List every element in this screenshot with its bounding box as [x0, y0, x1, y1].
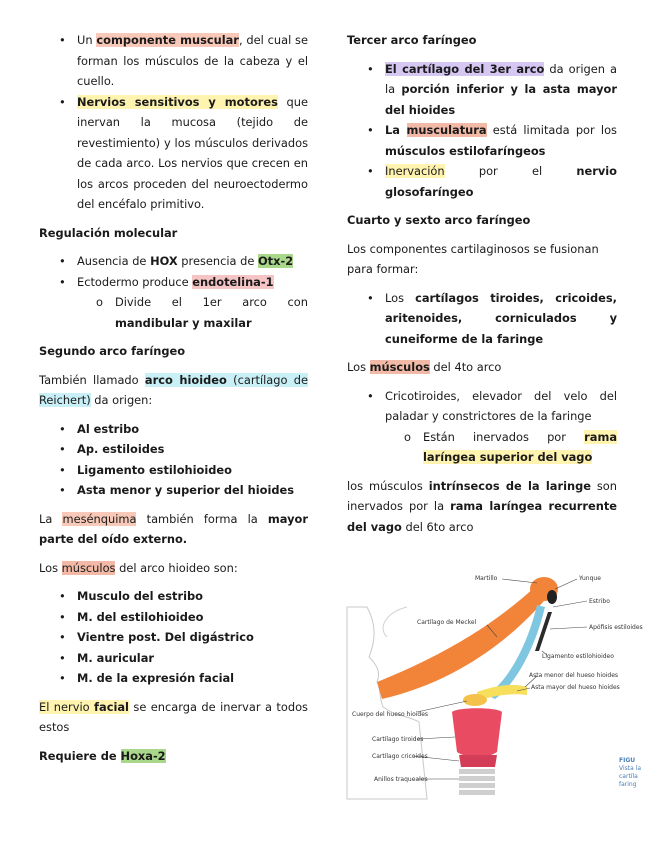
paragraph: los músculos intrínsecos de la laringe son inervados por la rama laríngea recurrente del vago del 6to arco	[347, 478, 617, 534]
list-item: • Vientre post. Del digástrico	[39, 627, 308, 648]
list-item: o Divide el 1er arco con mandibular y maxilar	[39, 292, 308, 333]
figure-caption-line: faring	[619, 781, 637, 788]
label-cuerpo-hioides: Cuerpo del hueso hioides	[352, 711, 429, 718]
second-arch-list	[39, 419, 308, 501]
paragraph: También llamado arco hioideo (cartílago de Reichert) da origen:	[39, 372, 308, 407]
regulation-list	[39, 251, 308, 292]
list-item: o Están inervados por rama laríngea superior del vago	[347, 427, 617, 468]
list-item: • M. del estilohioideo	[39, 607, 308, 628]
label-martillo: Martillo	[475, 575, 498, 582]
trachea-ring	[459, 790, 495, 795]
trachea-ring	[459, 783, 495, 788]
list-item: • Inervación por el nervio glosofaríngeo	[347, 161, 617, 202]
intro-bullets	[39, 30, 308, 215]
trachea-ring	[459, 769, 495, 774]
muscles-list	[39, 586, 308, 689]
label-estribo: Estribo	[589, 598, 610, 605]
hyoid-body	[463, 694, 487, 706]
list-item: • Musculo del estribo	[39, 586, 308, 607]
list-item: • Los cartílagos tiroides, cricoides, aritenoides, corniculados y cuneiforme de la faringe	[347, 288, 617, 350]
left-column	[39, 30, 308, 766]
third-arch-list	[347, 59, 617, 203]
label-apofisis-estiloides: Apófisis estiloides	[589, 624, 643, 631]
label-cartilago-cricoides: Cartílago cricoides	[372, 753, 428, 760]
list-item: • La musculatura está limitada por los músculos estilofaríngeos	[347, 120, 617, 161]
section-heading: Regulación molecular	[39, 225, 178, 240]
list-item: • Al estribo	[39, 419, 308, 440]
ear-outline	[383, 607, 407, 637]
paragraph: El nervio facial se encarga de inervar a todos estos	[39, 699, 308, 734]
pharyngeal-arch-figure	[347, 567, 643, 799]
figure-caption-line: Vista la	[619, 765, 642, 772]
list-item: • Ectodermo produce endotelina-1	[39, 272, 308, 293]
cricoid-cartilage	[459, 755, 497, 767]
label-cartilago-meckel: Cartílago de Meckel	[417, 619, 477, 626]
fourth-arch-sublist	[347, 427, 617, 468]
anatomy-illustration	[347, 567, 643, 799]
label-asta-mayor: Asta mayor del hueso hioides	[531, 684, 620, 691]
section-heading: Segundo arco faríngeo	[39, 344, 186, 358]
list-item: • Asta menor y superior del hioides	[39, 480, 308, 501]
label-yunque: Yunque	[579, 575, 601, 582]
right-column	[347, 30, 617, 537]
section-heading: Tercer arco faríngeo	[347, 33, 477, 47]
paragraph: Los componentes cartilaginosos se fusionan para formar:	[347, 241, 599, 276]
section-heading: Cuarto y sexto arco faríngeo	[347, 213, 531, 227]
thyroid-cartilage	[452, 708, 502, 757]
incus-shape	[547, 590, 557, 604]
list-item: • M. auricular	[39, 648, 308, 669]
list-item: • Nervios sensitivos y motores que inervan la mucosa (tejido de revestimiento) y los músculos derivados de cada arco. Los nervios que crecen en los arcos proceden del neuroectodermo del encéfalo primitivo.	[39, 92, 308, 215]
label-cartilago-tiroides: Cartílago tiroides	[372, 736, 424, 743]
paragraph: Requiere de Hoxa-2	[39, 748, 166, 763]
list-item: • Ap. estiloides	[39, 439, 308, 460]
list-item: • El cartílago del 3er arco da origen a la porción inferior y la asta mayor del hioides	[347, 59, 617, 121]
regulation-sublist	[39, 292, 308, 333]
list-item: • M. de la expresión facial	[39, 668, 308, 689]
paragraph: Los músculos del 4to arco	[347, 360, 502, 374]
cartilage-list	[347, 288, 617, 350]
figure-caption-line: cartíla	[619, 773, 638, 780]
label-asta-menor: Asta menor del hueso hioides	[529, 672, 619, 679]
label-ligamento-estilohioideo: Ligamento estilohioideo	[542, 653, 614, 660]
figure-caption-line: FIGU	[619, 757, 636, 764]
list-item: • Ausencia de HOX presencia de Otx-2	[39, 251, 308, 272]
paragraph: Los músculos del arco hioideo son:	[39, 560, 238, 575]
trachea-ring	[459, 776, 495, 781]
paragraph: La mesénquima también forma la mayor parte del oído externo.	[39, 511, 308, 546]
label-anillos-traqueales: Anillos traqueales	[374, 776, 428, 783]
list-item: • Ligamento estilohioideo	[39, 460, 308, 481]
fourth-arch-muscles-list	[347, 386, 617, 427]
face-outline	[347, 607, 427, 799]
list-item: • Cricotiroides, elevador del velo del paladar y constrictores de la faringe	[347, 386, 617, 427]
list-item: • Un componente muscular, del cual se forman los músculos de la cabeza y el cuello.	[39, 30, 308, 92]
